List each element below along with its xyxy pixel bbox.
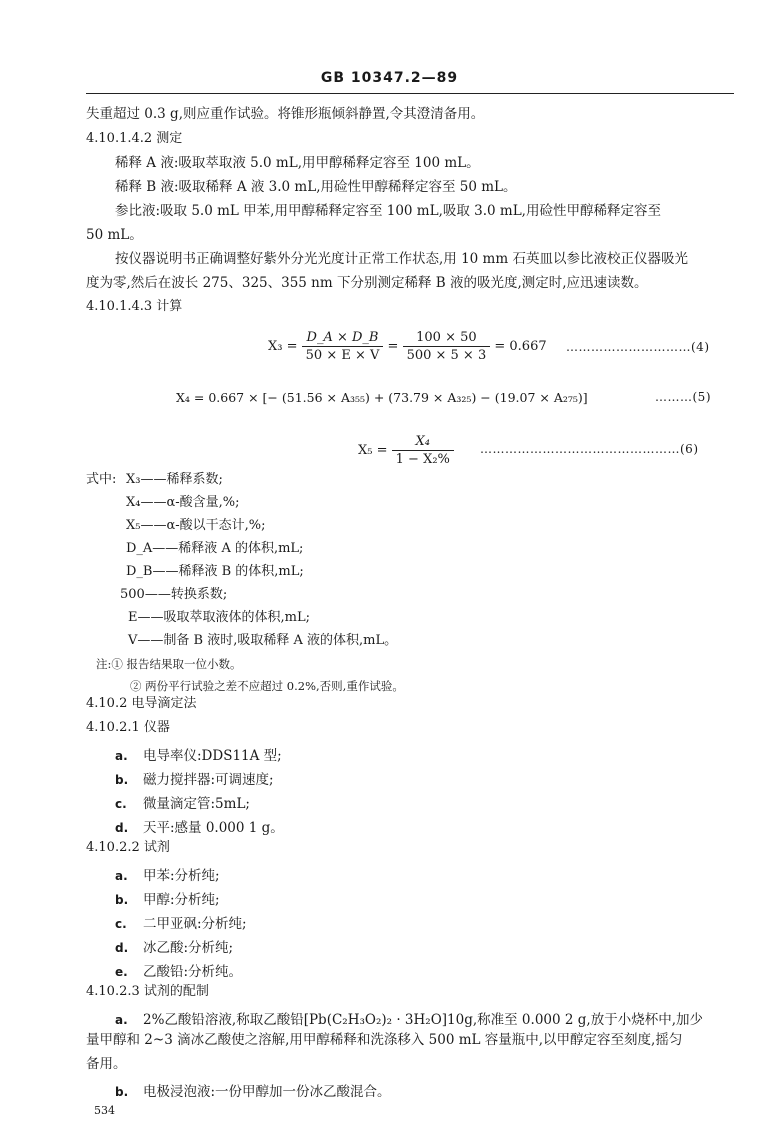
where-item: X₄——α-酸含量,%;	[126, 495, 240, 510]
eq4-result: = 0.667	[494, 339, 547, 354]
text-line: 度为零,然后在波长 275、325、355 nm 下分别测定稀释 B 液的吸光度,测定时,应迅速读数。	[86, 275, 648, 291]
eq6-numerator: X₄	[392, 434, 454, 451]
list-item: b. 甲醇:分析纯;	[115, 892, 220, 908]
where-intro: 式中:	[86, 472, 117, 487]
eq4-numerator-1: D_A × D_B	[302, 330, 384, 347]
where-item: E——吸取萃取液体的体积,mL;	[128, 610, 310, 625]
eq4-leader: …………………………(4)	[566, 340, 710, 354]
eq6-number: (6)	[680, 442, 699, 456]
where-item: V——制备 B 液时,吸取稀释 A 液的体积,mL。	[128, 633, 398, 648]
where-item: X₃——稀释系数;	[126, 472, 223, 487]
text-line: 备用。	[86, 1056, 127, 1072]
note-2: ② 两份平行试验之差不应超过 0.2%,否则,重作试验。	[130, 679, 404, 693]
list-item: a. 电导率仪:DDS11A 型;	[115, 748, 282, 764]
list-item: c. 二甲亚砜:分析纯;	[115, 916, 247, 932]
text-line: 量甲醇和 2~3 滴冰乙酸使之溶解,用甲醇稀释和洗涤移入 500 mL 容量瓶中,以甲醇定容至刻度,摇匀	[86, 1032, 683, 1048]
header-rule	[86, 93, 734, 94]
eq4-denominator-1: 50 × E × V	[305, 348, 380, 363]
text-line: 按仪器说明书正确调整好紫外分光光度计正常工作状态,用 10 mm 石英皿以参比液校正仪器吸光	[115, 251, 688, 267]
note-1: 注:① 报告结果取一位小数。	[96, 657, 242, 671]
text-line: 失重超过 0.3 g,则应重作试验。将锥形瓶倾斜静置,令其澄清备用。	[86, 106, 485, 122]
eq5-leader: ………(5)	[655, 390, 711, 404]
section-heading: 4.10.2.1 仪器	[86, 720, 170, 735]
section-heading: 4.10.2.2 试剂	[86, 840, 170, 855]
eq4-lhs: X₃ =	[268, 339, 298, 354]
section-heading: 4.10.2 电导滴定法	[86, 696, 197, 711]
list-item: a. 2%乙酸铅溶液,称取乙酸铅[Pb(C₂H₃O₂)₂ · 3H₂O]10g,称准至 0.000 2 g,放于小烧杯中,加少	[115, 1012, 703, 1028]
where-item: X₅——α-酸以干态计,%;	[126, 518, 266, 533]
list-item: d. 冰乙酸:分析纯;	[115, 940, 234, 956]
text-line: 稀释 A 液:吸取萃取液 5.0 mL,用甲醇稀释定容至 100 mL。	[115, 155, 480, 171]
eq4-denominator-2: 500 × 5 × 3	[406, 348, 487, 363]
section-heading: 4.10.1.4.3 计算	[86, 299, 183, 314]
eq4-fraction-1	[302, 330, 384, 363]
section-heading: 4.10.2.3 试剂的配制	[86, 984, 209, 999]
list-item: e. 乙酸铅:分析纯。	[115, 964, 243, 980]
eq6-lhs: X₅ =	[358, 443, 388, 458]
page-number: 534	[94, 1104, 115, 1117]
section-heading: 4.10.1.4.2 测定	[86, 131, 183, 146]
eq4-numerator-2: 100 × 50	[403, 330, 491, 347]
text-line: 稀释 B 液:吸取稀释 A 液 3.0 mL,用硷性甲醇稀释定容至 50 mL。	[115, 179, 517, 195]
text-line: 50 mL。	[86, 227, 143, 243]
list-item: b. 磁力搅拌器:可调速度;	[115, 772, 274, 788]
eq6-fraction	[392, 434, 454, 467]
where-item: 500——转换系数;	[120, 587, 228, 602]
eq4-equals: =	[387, 339, 399, 354]
where-item: D_A——稀释液 A 的体积,mL;	[126, 541, 304, 556]
list-item: a. 甲苯:分析纯;	[115, 868, 220, 884]
eq4-number: (4)	[691, 340, 710, 354]
list-item: d. 天平:感量 0.000 1 g。	[115, 820, 284, 836]
eq6-leader: …………………………………………(6)	[480, 442, 699, 456]
equation-6	[358, 434, 454, 467]
eq5-number: (5)	[692, 390, 711, 404]
text-line: 参比液:吸取 5.0 mL 甲苯,用甲醇稀释定容至 100 mL,吸取 3.0 mL,用硷性甲醇稀释定容至	[115, 203, 661, 219]
eq6-denominator: 1 − X₂%	[395, 452, 450, 467]
equation-4	[268, 330, 547, 363]
equation-5: X₄ = 0.667 × [− (51.56 × A₃₅₅) + (73.79 × A₃₂₅) − (19.07 × A₂₇₅)]	[176, 390, 588, 405]
list-item: b. 电极浸泡液:一份甲醇加一份冰乙酸混合。	[115, 1084, 391, 1100]
eq4-fraction-2	[403, 330, 491, 363]
standard-code-header: GB 10347.2—89	[320, 70, 459, 86]
list-item: c. 微量滴定管:5mL;	[115, 796, 250, 812]
where-item: D_B——稀释液 B 的体积,mL;	[126, 564, 304, 579]
